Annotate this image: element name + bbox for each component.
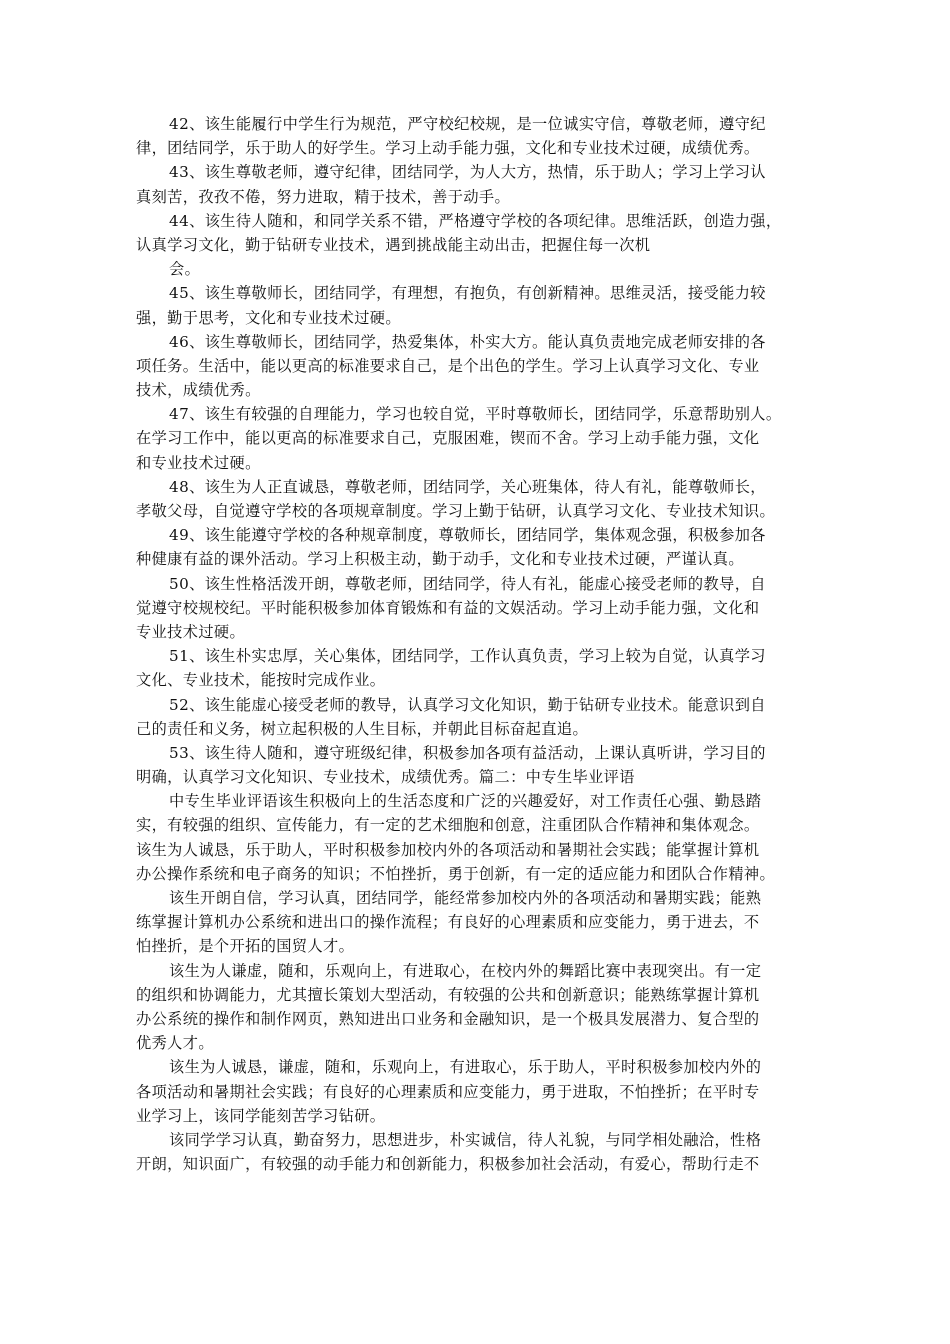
text-line: 47、该生有较强的自理能力，学习也较自觉，平时尊敬师长，团结同学，乐意帮助别人。 <box>169 405 782 424</box>
text-line: 种健康有益的课外活动。学习上积极主动，勤于动手，文化和专业技术过硬，严谨认真。 <box>136 550 744 569</box>
text-line: 实，有较强的组织、宣传能力，有一定的艺术细胞和创意，注重团队合作精神和集体观念。 <box>136 816 760 835</box>
text-line: 律，团结同学，乐于助人的好学生。学习上动手能力强，文化和专业技术过硬，成绩优秀。 <box>136 139 760 158</box>
text-line: 怕挫折，是个开拓的国贸人才。 <box>136 937 355 956</box>
text-line: 45、该生尊敬师长，团结同学，有理想，有抱负，有创新精神。思维灵活，接受能力较 <box>169 284 766 303</box>
text-line: 业学习上，该同学能刻苦学习钻研。 <box>136 1106 386 1125</box>
text-line: 52、该生能虚心接受老师的教导，认真学习文化知识，勤于钻研专业技术。能意识到自 <box>169 695 766 714</box>
text-line: 项任务。生活中，能以更高的标准要求自己，是个出色的学生。学习上认真学习文化、专业 <box>136 356 760 375</box>
text-line: 42、该生能履行中学生行为规范，严守校纪校规，是一位诚实守信，尊敬老师，遵守纪 <box>169 115 766 133</box>
text-line: 49、该生能遵守学校的各种规章制度，尊敬师长，团结同学，集体观念强，积极参加各 <box>169 526 766 545</box>
text-line: 的组织和协调能力，尤其擅长策划大型活动，有较强的公共和创新意识；能熟练掌握计算机 <box>136 985 760 1004</box>
text-line: 该同学学习认真，勤奋努力，思想进步，朴实诚信，待人礼貌，与同学相处融洽，性格 <box>169 1130 762 1149</box>
text-line: 该生开朗自信，学习认真，团结同学，能经常参加校内外的各项活动和暑期实践；能熟 <box>169 889 762 907</box>
text-line: 中专生毕业评语该生积极向上的生活态度和广泛的兴趣爱好，对工作责任心强、勤恳踏 <box>169 792 762 811</box>
text-line: 文化、专业技术，能按时完成作业。 <box>136 671 386 690</box>
text-line: 办公系统的操作和制作网页，熟知进出口业务和金融知识，是一个极具发展潜力、复合型的 <box>136 1009 760 1028</box>
text-line: 在学习工作中，能以更高的标准要求自己，克服困难，锲而不舍。学习上动手能力强，文化 <box>136 429 760 448</box>
text-line: 各项活动和暑期社会实践；有良好的心理素质和应变能力，勇于进取，不怕挫折；在平时专 <box>136 1082 760 1101</box>
text-line: 该生为人诚恳，乐于助人，平时积极参加校内外的各项活动和暑期社会实践；能掌握计算机 <box>136 840 760 859</box>
text-line: 会。 <box>169 260 201 279</box>
text-line: 该生为人谦虚，随和，乐观向上，有进取心，在校内外的舞蹈比赛中表现突出。有一定 <box>169 961 762 980</box>
text-line: 44、该生待人随和，和同学关系不错，严格遵守学校的各项纪律。思维活跃，创造力强， <box>169 211 782 230</box>
text-line: 认真学习文化，勤于钻研专业技术，遇到挑战能主动出击，把握住每一次机 <box>136 235 651 254</box>
text-line: 孝敬父母，自觉遵守学校的各项规章制度。学习上勤于钻研，认真学习文化、专业技术知识。 <box>136 502 776 520</box>
text-line: 51、该生朴实忠厚，关心集体，团结同学，工作认真负责，学习上较为自觉，认真学习 <box>169 647 766 666</box>
text-line: 技术，成绩优秀。 <box>136 381 261 400</box>
text-line: 明确，认真学习文化知识、专业技术，成绩优秀。篇二：中专生毕业评语 <box>136 768 635 787</box>
text-line: 己的责任和义务，树立起积极的人生目标，并朝此目标奋起直追。 <box>136 719 589 738</box>
text-line: 练掌握计算机办公系统和进出口的操作流程；有良好的心理素质和应变能力，勇于进去，不 <box>136 913 760 932</box>
text-line: 强，勤于思考，文化和专业技术过硬。 <box>136 308 401 327</box>
text-line: 和专业技术过硬。 <box>136 453 261 472</box>
text-line: 开朗，知识面广，有较强的动手能力和创新能力，积极参加社会活动，有爱心，帮助行走不 <box>136 1155 760 1174</box>
document-body-text <box>136 112 826 1176</box>
text-line: 觉遵守校规校纪。平时能积极参加体育锻炼和有益的文娱活动。学习上动手能力强，文化和 <box>136 598 760 617</box>
text-line: 53、该生待人随和，遵守班级纪律，积极参加各项有益活动，上课认真听讲，学习目的 <box>169 743 766 762</box>
text-line: 真刻苦，孜孜不倦，努力进取，精于技术，善于动手。 <box>136 187 511 206</box>
text-line: 48、该生为人正直诚恳，尊敬老师，团结同学，关心班集体，待人有礼，能尊敬师长， <box>169 477 766 496</box>
text-line: 46、该生尊敬师长，团结同学，热爱集体，朴实大方。能认真负责地完成老师安排的各 <box>169 332 766 351</box>
text-line: 办公操作系统和电子商务的知识；不怕挫折，勇于创新，有一定的适应能力和团队合作精神。 <box>136 864 776 883</box>
text-line: 50、该生性格活泼开朗，尊敬老师，团结同学，待人有礼，能虚心接受老师的教导，自 <box>169 574 766 593</box>
text-line: 优秀人才。 <box>136 1034 214 1053</box>
text-line: 43、该生尊敬老师，遵守纪律，团结同学，为人大方，热情，乐于助人；学习上学习认 <box>169 163 766 182</box>
text-line: 专业技术过硬。 <box>136 622 246 641</box>
text-line: 该生为人诚恳，谦虚，随和，乐观向上，有进取心，乐于助人，平时积极参加校内外的 <box>169 1058 762 1077</box>
